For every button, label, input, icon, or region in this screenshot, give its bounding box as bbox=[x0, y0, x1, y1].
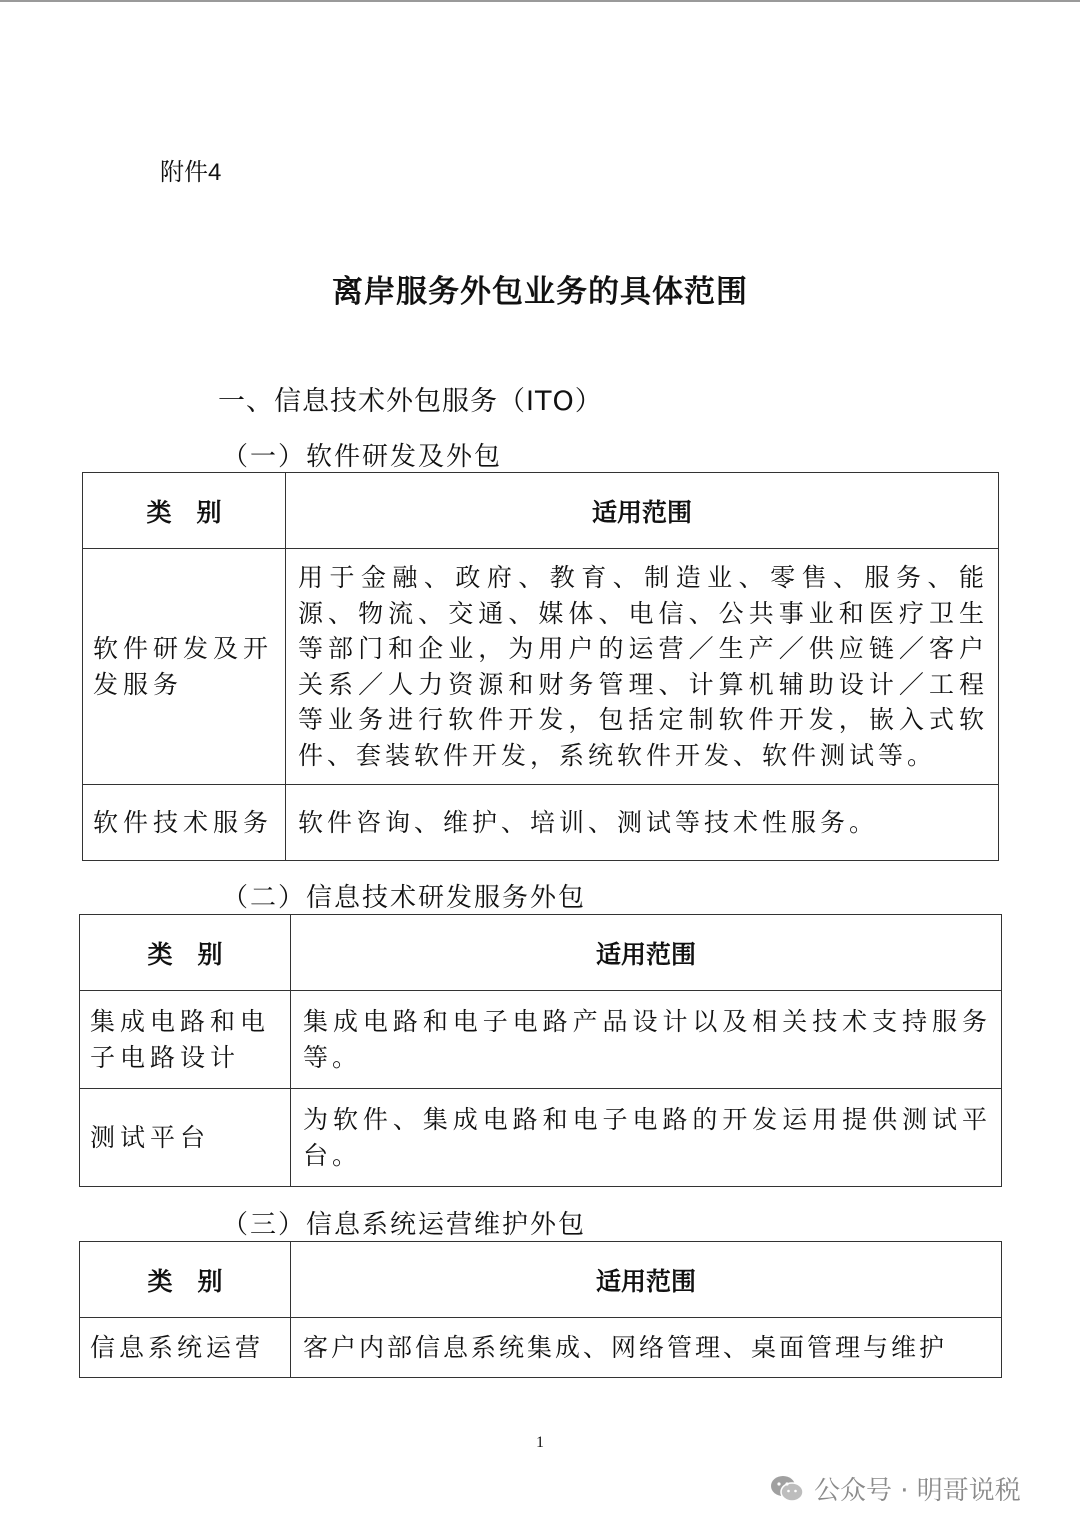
table-row bbox=[80, 1089, 1002, 1187]
page-number: 1 bbox=[536, 1434, 544, 1451]
table-header-row bbox=[83, 473, 999, 549]
row-scope: 集成电路和电子电路产品设计以及相关技术支持服务等。 bbox=[291, 991, 1002, 1089]
wechat-icon bbox=[770, 1475, 804, 1503]
row-category: 软件研发及开发服务 bbox=[83, 549, 286, 785]
row-category: 集成电路和电子电路设计 bbox=[80, 991, 291, 1089]
row-scope: 软件咨询、维护、培训、测试等技术性服务。 bbox=[286, 785, 999, 861]
table-header-row bbox=[80, 1242, 1002, 1318]
subsection-heading-3: （三）信息系统运营维护外包 bbox=[222, 1210, 587, 1240]
row-scope: 客户内部信息系统集成、网络管理、桌面管理与维护 bbox=[291, 1318, 1002, 1378]
table-row bbox=[80, 991, 1002, 1089]
row-scope: 用于金融、政府、教育、制造业、零售、服务、能源、物流、交通、媒体、电信、公共事业和医疗卫生等部门和企业，为用户的运营／生产／供应链／客户关系／人力资源和财务管理、计算机辅助设计／工程等业务进行软件开发，包括定制软件开发，嵌入式软件、套装软件开发，系统软件开发、软件测试等。 bbox=[286, 549, 999, 785]
header-scope: 适用范围 bbox=[291, 915, 1002, 991]
section-heading: 一、信息技术外包服务（ITO） bbox=[218, 386, 603, 417]
scope-table-2 bbox=[79, 914, 1002, 1187]
scope-table-3 bbox=[79, 1241, 1002, 1378]
header-category: 类 别 bbox=[83, 473, 286, 549]
header-category: 类 别 bbox=[80, 1242, 291, 1318]
table-row bbox=[83, 549, 999, 785]
subsection-heading-1: （一）软件研发及外包 bbox=[222, 442, 503, 472]
header-scope: 适用范围 bbox=[291, 1242, 1002, 1318]
top-border-line bbox=[0, 0, 1080, 2]
subsection-heading-2: （二）信息技术研发服务外包 bbox=[222, 883, 587, 913]
table-header-row bbox=[80, 915, 1002, 991]
watermark-text: 公众号 · 明哥说税 bbox=[814, 1476, 1021, 1506]
table-row bbox=[80, 1318, 1002, 1378]
scope-table-1 bbox=[82, 472, 999, 861]
row-category: 测试平台 bbox=[80, 1089, 291, 1187]
table-row bbox=[83, 785, 999, 861]
attachment-label: 附件4 bbox=[160, 159, 222, 186]
row-category: 信息系统运营 bbox=[80, 1318, 291, 1378]
document-title: 离岸服务外包业务的具体范围 bbox=[332, 274, 748, 310]
watermark bbox=[770, 1470, 1021, 1507]
header-scope: 适用范围 bbox=[286, 473, 999, 549]
header-category: 类 别 bbox=[80, 915, 291, 991]
row-scope: 为软件、集成电路和电子电路的开发运用提供测试平台。 bbox=[291, 1089, 1002, 1187]
row-category: 软件技术服务 bbox=[83, 785, 286, 861]
